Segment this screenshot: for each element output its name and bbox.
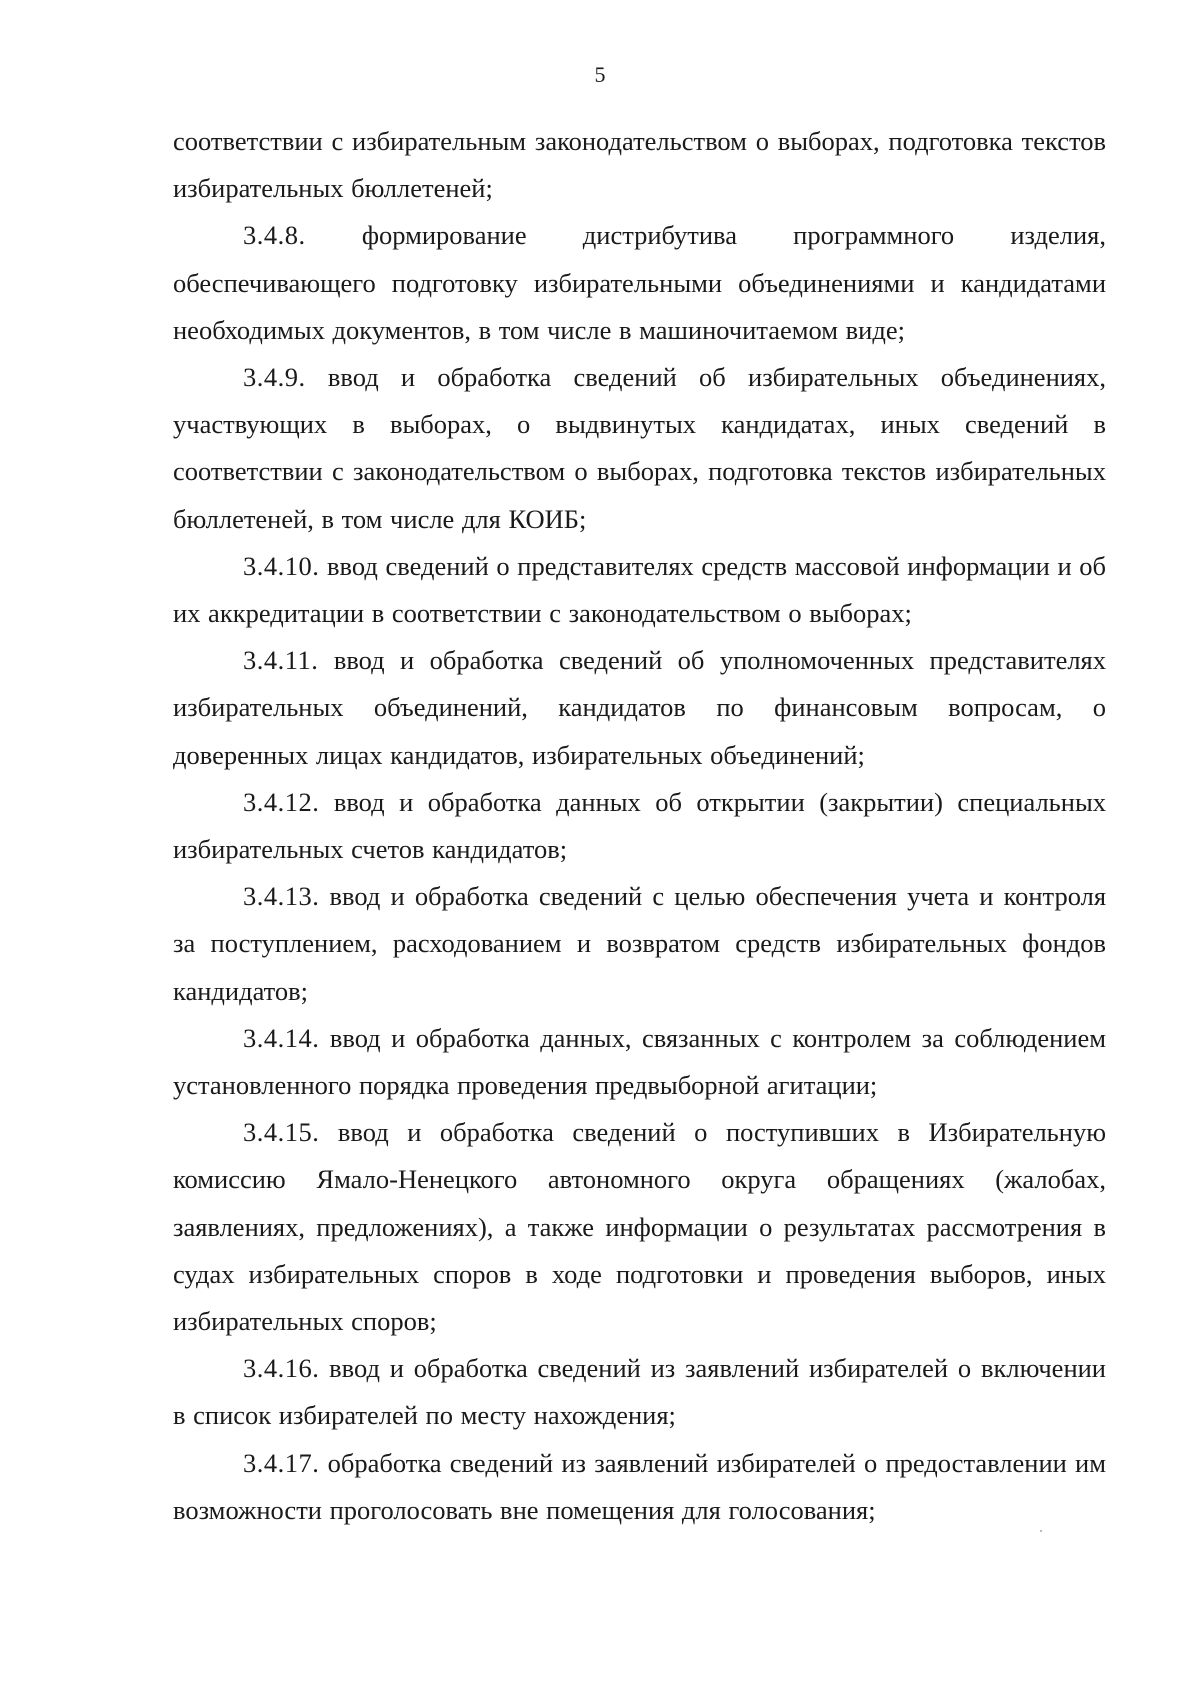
paragraph-3-4-12 [173,779,1106,873]
paragraph-3-4-16 [173,1345,1106,1439]
paragraph-text: формирование дистрибутива программного изделия, обеспечивающего подготовку избирательными объединениями и кандидатами необходимых документов, в том числе в машиночитаемом виде; [173,220,1106,345]
paragraph-continuation [173,118,1106,212]
paragraph-text: соответствии с избирательным законодательством о выборах, подготовка текстов избирательных бюллетеней; [173,126,1106,204]
paragraph-text: ввод и обработка сведений о поступивших в Избирательную комиссию Ямало-Ненецкого автономного округа обращениях (жалобах, заявлениях, предложениях), а также информации о результатах рассмотрения в судах избирательных споров в ходе подготовки и проведения выборов, иных избирательных споров; [173,1117,1106,1337]
paragraph-number: 3.4.12. [243,786,320,817]
document-body [173,118,1106,1534]
paragraph-text: ввод и обработка сведений из заявлений избирателей о включении в список избирателей по месту нахождения; [173,1353,1106,1431]
paragraph-text: ввод и обработка данных об открытии (закрытии) специальных избирательных счетов кандидатов; [173,786,1106,865]
paragraph-3-4-17 [173,1440,1106,1534]
paragraph-number: 3.4.9. [243,362,306,393]
paragraph-3-4-14 [173,1015,1106,1109]
paragraph-text: обработка сведений из заявлений избирателей о предоставлении им возможности проголосовать вне помещения для голосования; [173,1447,1106,1525]
paragraph-text: ввод и обработка сведений об избирательных объединениях, участвующих в выборах, о выдвинутых кандидатах, иных сведений в соответствии с законодательством о выборах, подготовка текстов избирательных бюллетеней, в том числе для КОИБ; [173,362,1106,534]
paragraph-3-4-8 [173,212,1106,354]
paragraph-3-4-10 [173,543,1106,637]
paragraph-number: 3.4.17. [243,1447,320,1478]
paragraph-3-4-15 [173,1109,1106,1345]
paragraph-number: 3.4.13. [243,881,320,912]
paragraph-3-4-11 [173,637,1106,779]
scan-speck [1040,1530,1042,1532]
paragraph-text: ввод сведений о представителях средств массовой информации и об их аккредитации в соответствии с законодательством о выборах; [173,550,1107,629]
paragraph-text: ввод и обработка данных, связанных с контролем за соблюдением установленного порядка проведения предвыборной агитации; [173,1022,1106,1101]
paragraph-3-4-9 [173,354,1106,543]
paragraph-text: ввод и обработка сведений об уполномоченных представителях избирательных объединений, кандидатов по финансовым вопросам, о доверенных лицах кандидатов, избирательных объединений; [173,645,1106,770]
paragraph-number: 3.4.8. [243,220,306,251]
paragraph-number: 3.4.11. [243,645,319,676]
paragraph-number: 3.4.15. [243,1117,320,1148]
paragraph-number: 3.4.14. [243,1022,320,1053]
paragraph-number: 3.4.16. [243,1353,320,1384]
paragraph-3-4-13 [173,873,1106,1015]
page-number: 5 [594,62,606,87]
paragraph-text: ввод и обработка сведений с целью обеспечения учета и контроля за поступлением, расходованием и возвратом средств избирательных фондов кандидатов; [173,881,1107,1006]
paragraph-number: 3.4.10. [243,550,320,581]
